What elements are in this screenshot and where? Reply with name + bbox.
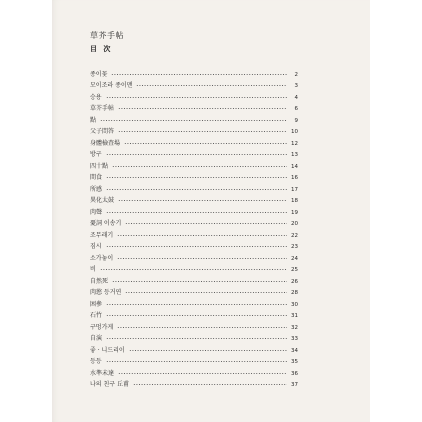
dot-leader <box>124 142 287 145</box>
toc-entry-page-number: 3 <box>294 83 298 89</box>
toc-entry-title: 四十點 <box>90 162 109 170</box>
dot-leader <box>111 73 287 76</box>
toc-entry-page-number: 20 <box>291 221 298 227</box>
toc-entry-page-number: 37 <box>291 382 298 388</box>
toc-entry-title: 짐시 <box>90 243 102 250</box>
toc-entry-title: 自演 <box>90 335 103 342</box>
toc-entry <box>90 158 298 170</box>
toc-entry-title: 水準未達 <box>90 369 115 377</box>
toc-entry <box>90 239 298 251</box>
toc-entry <box>90 101 298 113</box>
toc-entry-page-number: 12 <box>291 140 298 147</box>
toc-entry <box>90 308 298 320</box>
toc-entry-page-number: 31 <box>291 313 298 319</box>
toc-entry-title: 憂詞 이송기 <box>90 220 122 227</box>
dot-leader <box>133 383 287 386</box>
toc-entry-title: 所感 <box>90 185 103 193</box>
dot-leader <box>100 268 287 271</box>
toc-entry-page-number: 24 <box>291 255 298 262</box>
dot-leader <box>106 303 287 306</box>
toc-entry <box>90 296 298 308</box>
toc-entry <box>90 66 298 78</box>
toc-entry <box>90 124 298 136</box>
dot-leader <box>118 130 287 133</box>
toc-entry-page-number: 14 <box>291 163 298 170</box>
toc-entry-title: 異化太鼓 <box>90 197 115 204</box>
dot-leader <box>112 280 287 283</box>
dot-leader <box>106 314 287 317</box>
toc-entry-title: 點 <box>90 116 97 124</box>
toc-entry-title: 모이조라 종이맨 <box>90 82 133 89</box>
toc-entry-page-number: 36 <box>291 370 298 377</box>
toc-entry-title: 비 <box>90 266 96 273</box>
toc-entry <box>90 273 298 285</box>
toc-entry <box>90 285 298 297</box>
toc-entry-title: 방구 <box>90 151 102 158</box>
toc-entry-page-number: 13 <box>291 152 298 158</box>
dot-leader <box>125 222 287 225</box>
toc-entry-title: 승용 <box>90 93 102 101</box>
toc-entry <box>90 365 298 377</box>
contents-heading: 目 次 <box>90 45 113 53</box>
toc-entry <box>90 147 298 159</box>
toc-entry-page-number: 2 <box>294 71 298 78</box>
toc-entry-page-number: 17 <box>291 186 298 193</box>
toc-entry-title: 肉慾 등거연 <box>90 289 122 296</box>
toc-entry-page-number: 22 <box>291 232 298 239</box>
toc-entry-title: 조무래기 <box>90 231 114 239</box>
dot-leader <box>106 211 287 214</box>
toc-entry-page-number: 9 <box>294 117 298 124</box>
dot-leader <box>106 176 287 179</box>
toc-entry <box>90 377 298 389</box>
dot-leader <box>118 372 287 375</box>
dot-leader <box>112 165 287 168</box>
toc-entry-title: 종이꽃 <box>90 70 108 78</box>
dot-leader <box>117 234 287 237</box>
toc-entry <box>90 331 298 343</box>
toc-entry-title: 草芥手帖 <box>90 105 115 112</box>
toc-entry-title: 등등 <box>90 358 102 365</box>
toc-entry <box>90 354 298 366</box>
dot-leader <box>106 245 287 248</box>
table-of-contents <box>90 66 298 388</box>
toc-entry-title: 소가놓이 <box>90 254 114 262</box>
dot-leader <box>106 360 287 363</box>
toc-entry-page-number: 18 <box>291 198 298 204</box>
toc-entry-page-number: 4 <box>294 94 298 101</box>
toc-entry-title: 좋 · 니드리이 <box>90 346 125 354</box>
dot-leader <box>106 96 287 99</box>
toc-entry <box>90 170 298 182</box>
dot-leader <box>118 199 287 202</box>
toc-entry-title: 身體檢査場 <box>90 139 121 147</box>
toc-entry-page-number: 26 <box>291 278 298 285</box>
toc-entry-title: 自然死 <box>90 277 109 285</box>
dot-leader <box>100 119 287 122</box>
toc-entry <box>90 112 298 124</box>
toc-entry-title: 구멍가게 <box>90 323 114 331</box>
dot-leader <box>106 188 287 191</box>
toc-entry <box>90 262 298 274</box>
toc-entry-page-number: 33 <box>291 336 298 342</box>
toc-entry <box>90 319 298 331</box>
book-title: 草芥手帖 <box>90 31 124 40</box>
toc-entry <box>90 193 298 205</box>
toc-entry <box>90 250 298 262</box>
dot-leader <box>136 84 287 87</box>
toc-entry <box>90 342 298 354</box>
toc-entry <box>90 78 298 90</box>
toc-entry <box>90 89 298 101</box>
toc-entry-title: 나의 친구 丘甫 <box>90 381 129 388</box>
toc-entry-page-number: 6 <box>294 106 298 112</box>
toc-entry-title: 肉聲 <box>90 208 103 216</box>
toc-entry <box>90 135 298 147</box>
toc-entry <box>90 204 298 216</box>
dot-leader <box>106 337 287 340</box>
toc-entry-page-number: 16 <box>291 175 298 181</box>
dot-leader <box>125 291 287 294</box>
toc-entry-page-number: 10 <box>291 129 298 135</box>
dot-leader <box>129 349 287 352</box>
dot-leader <box>117 257 287 260</box>
toc-entry-page-number: 32 <box>291 324 298 331</box>
toc-entry-page-number: 19 <box>291 209 298 216</box>
toc-entry-page-number: 35 <box>291 359 298 365</box>
toc-entry <box>90 181 298 193</box>
dot-leader <box>106 153 287 156</box>
toc-entry-page-number: 30 <box>291 301 298 308</box>
toc-entry-page-number: 28 <box>291 290 298 296</box>
toc-entry <box>90 216 298 228</box>
dot-leader <box>118 107 287 110</box>
toc-entry-title: 石竹 <box>90 312 103 319</box>
toc-entry-page-number: 23 <box>291 244 298 250</box>
dot-leader <box>117 326 287 329</box>
toc-entry-page-number: 34 <box>291 347 298 354</box>
toc-entry-title: 間食 <box>90 174 103 181</box>
toc-entry-title: 困參 <box>90 300 103 308</box>
toc-entry-page-number: 25 <box>291 267 298 273</box>
toc-entry <box>90 227 298 239</box>
book-page <box>52 0 370 422</box>
toc-entry-title: 父子問答 <box>90 128 115 135</box>
